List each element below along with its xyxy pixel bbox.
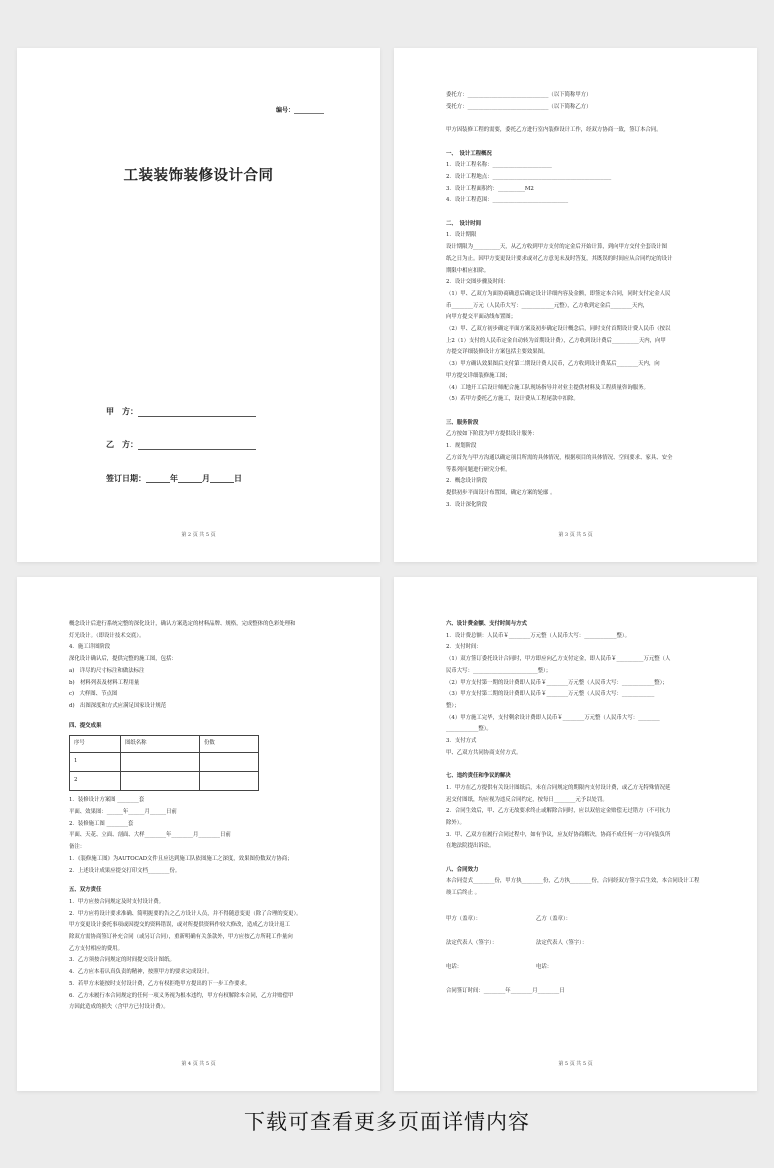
- text-line: ____________整）。: [446, 726, 492, 733]
- table-cell: [121, 772, 200, 791]
- text-line: 4．施工详图阶段: [69, 644, 111, 651]
- table-cell: [200, 753, 259, 772]
- table-header: 份数: [200, 736, 259, 753]
- text-line: 甲方提交详细装修施工图；: [446, 372, 511, 379]
- page-number: 第 3 页 共 5 页: [558, 532, 593, 538]
- section-heading: 五、双方责任: [69, 887, 102, 894]
- download-caption: 下载可查看更多页面详情内容: [244, 1110, 530, 1134]
- text-line: 2．上述设计成果应提交打印文档________份。: [69, 867, 181, 874]
- text-line: 4．设计工程范围：____________________________: [446, 197, 569, 204]
- text-line: 二、 设计时间: [446, 220, 482, 227]
- text-line: 2．装修施工图 ________套: [69, 820, 134, 827]
- text-line: 乙方首先与甲方沟通以确定项目所需的具体情况，根据项目的具体情况、空间要求、家具、安全: [446, 454, 673, 461]
- table-row: [70, 753, 259, 772]
- text-line: 1．设计费总额：人民币￥________万元整（人民币大写：____________整）。: [446, 632, 631, 639]
- text-line: 3．乙方须按合同规定的时间提交设计图纸。: [69, 957, 175, 964]
- payment-and-liability-section: [446, 619, 717, 900]
- table-header: 序号: [70, 736, 121, 753]
- responsibilities-section: [69, 897, 340, 1014]
- legal-rep-row: [446, 938, 717, 950]
- text-line: 备注：: [69, 844, 86, 851]
- page-number: 第 2 页 共 5 页: [181, 532, 216, 538]
- text-line: 在地法院提出诉讼。: [446, 843, 495, 850]
- text-line: （3）甲方支付第二期的设计费即人民币￥________万元整（人民币大写：____________: [446, 691, 655, 698]
- phone-row: [446, 962, 717, 974]
- text-line: [446, 759, 717, 771]
- deliverables-details: [69, 795, 340, 877]
- page-number: 第 4 页 共 5 页: [181, 1061, 216, 1067]
- text-line: 3．支付方式: [446, 738, 477, 745]
- page-3-body: [69, 619, 340, 1014]
- text-line: 乙方支付相应的费用。: [69, 945, 123, 952]
- text-line: 方提交详细装修设计方案包括主要效果图。: [446, 349, 549, 356]
- text-line: 迟交付图纸，均应视为违反合同约定，按每日________元予以处罚。: [446, 796, 608, 803]
- text-line: （4）甲方施工完毕，支付剩余设计费即人民币￥________万元整（人民币大写：________: [446, 714, 660, 721]
- text-line: 1．规划阶段: [446, 443, 477, 450]
- page-3: [17, 577, 380, 1091]
- seal-row: [446, 914, 717, 926]
- text-line: 3．甲、乙双方在履行合同过程中，如有争议，应友好协商解决，协商不成任何一方可向装负所: [446, 831, 671, 838]
- section-heading: 四、提交成果: [69, 722, 102, 729]
- text-line: 4．乙方应本着认真负责的精神，按照甲方的要求完成设计。: [69, 969, 213, 976]
- text-line: 2．支付时间：: [446, 644, 482, 651]
- party-b-field: [106, 439, 256, 450]
- table-cell: 1: [70, 753, 121, 772]
- party-a-legal-rep-label: 法定代表人（签字）：: [446, 939, 498, 946]
- text-line: 上2（1）支付的人民币定金自动转为首期设计费），乙方收到设计费后__________天内，向甲: [446, 337, 666, 344]
- party-a-label: 甲 方：: [106, 406, 138, 416]
- text-line: [446, 113, 717, 125]
- text-line: （2）甲方支付第一期的设计费即人民币￥________万元整（人民币大写：____________整）；: [446, 679, 668, 686]
- page-4-body: [446, 619, 717, 998]
- text-line: 纸之日为止。因甲方变更设计要求或对乙方意见未及时答复，其既误的时间应从合同约定的设计: [446, 255, 673, 262]
- text-line: a) 详尽的尺寸标注和做法标注: [69, 667, 145, 674]
- deepening-section: [69, 619, 340, 713]
- party-b-seal-label: 乙方（盖章）：: [536, 915, 572, 922]
- text-line: 1．装修设计方案图 ________套: [69, 797, 145, 804]
- text-line: 甲方变更设计委托事项或因提交的资料错误，或对所提供资料作较大修改，造成乙方设计返工: [69, 922, 291, 929]
- page-2-body: [446, 90, 717, 511]
- page-cover: [17, 48, 380, 562]
- document-number: 编号：__________: [275, 107, 324, 114]
- text-line: 乙方按如下阶段为甲方提供设计服务：: [446, 431, 538, 438]
- table-header-row: [70, 736, 259, 753]
- text-line: 平面、效果图：______年______月______日前: [69, 809, 177, 816]
- party-b-label: 乙 方：: [106, 439, 138, 449]
- text-line: 2．甲方应将设计要求准确、简明扼要的告之乙方设计人员，并不得随意变更（除了合理的变更）。: [69, 910, 302, 917]
- text-line: 1．《装修施工图》为AUTOCAD文件且应达到施工队依图施工之深度，效果图份数双方协商；: [69, 855, 293, 862]
- text-line: [446, 137, 717, 149]
- text-line: b) 材料列表及材料工程用量: [69, 679, 140, 686]
- text-line: [446, 207, 717, 219]
- text-line: 2．设计工程地点：____________________________________________: [446, 173, 612, 180]
- text-line: 民币大写：________________________整）；: [446, 667, 552, 674]
- text-line: 受托方：______________________________（以下简称乙方）: [446, 103, 592, 110]
- text-line: 2．概念设计阶段: [446, 478, 488, 485]
- table-row: [70, 772, 259, 791]
- text-line: 除双方需协商签订补充合同（或另订合同），重新明确有关条款外，甲方应按乙方所耗工作量向: [69, 934, 293, 941]
- text-line: 整）；: [446, 702, 460, 709]
- page-2: [394, 48, 757, 562]
- text-line: （2）甲、乙双方初步确定平面方案及初步确定设计概念后，同时支付首期设计费人民币（按以: [446, 326, 671, 333]
- text-line: 三、服务阶段: [446, 419, 479, 426]
- text-line: c) 大样图、节点图: [69, 691, 118, 698]
- text-line: 设计期限为__________天，从乙方收到甲方支付的定金后开始计算，到向甲方交付全套设计图: [446, 244, 668, 251]
- contract-sign-date: 合同签订时间：________年________月________日: [446, 987, 565, 994]
- sign-date-field: 签订日期：______年______月______日: [106, 473, 242, 483]
- text-line: 1．甲方应按合同规定及时支付设计费。: [69, 898, 165, 905]
- text-line: [446, 406, 717, 418]
- text-line: 八、合同效力: [446, 866, 479, 873]
- text-line: 期限中相应扣除。: [446, 267, 490, 274]
- text-line: （3）甲方确认效果图后支付第二期设计费人民币，乙方收到设计费某后________天内，向: [446, 361, 660, 368]
- text-line: [446, 853, 717, 865]
- text-line: （4）工地开工后设计师配合施工队现场指导并对业主提供材料及工程质量咨询服务。: [446, 384, 649, 391]
- text-line: 委托方：______________________________（以下简称甲方）: [446, 92, 592, 98]
- party-b-legal-rep-label: 法定代表人（签字）：: [536, 939, 588, 946]
- text-line: 2．合同生效后，甲、乙方无故要求终止或解除合同时，应以双倍定金赔偿无过错方（不可抗力: [446, 808, 671, 815]
- party-a-phone-label: 电话：: [446, 963, 463, 970]
- text-line: 1．甲方在乙方提供有关设计图纸后，未在合同规定的期限内支付设计费，或乙方无特殊情况延: [446, 784, 671, 791]
- text-line: 本合同壹式________份，甲方执________份，乙方执________份，合同经双方签字后生效，本合同设计工程: [446, 878, 700, 885]
- text-line: 甲方因装修工程的需要，委托乙方进行室内装修设计工作，经双方协商一致，签订本合同。: [446, 127, 662, 134]
- text-line: 3．设计深化阶段: [446, 501, 488, 508]
- text-line: 1．设计工程名称：______________________: [446, 162, 552, 169]
- party-a-seal-label: 甲方（盖章）：: [446, 915, 482, 922]
- page-4: [394, 577, 757, 1091]
- text-line: 除外）。: [446, 819, 465, 826]
- party-b-phone-label: 电话：: [536, 963, 553, 970]
- text-line: d) 出图深度和方式应满足国家设计规范: [69, 702, 167, 709]
- text-line: 5．若甲方未能按时支付设计费，乙方有权拒绝甲方提出的下一步工作要求。: [69, 980, 251, 987]
- party-a-field: [106, 406, 256, 417]
- text-line: （1）双方签订委托设计合同时，甲方即应向乙方支付定金，即人民币￥__________万元整（人: [446, 656, 671, 663]
- text-line: 概念设计后进行系统完整的深化设计，确认方案选定的材料品牌、规格，完成整体的色彩处理和: [69, 621, 296, 627]
- text-line: 币________万元（人民币大写：____________元整），乙方收到定金后________天内，: [446, 302, 649, 309]
- text-line: 1．设计期限: [446, 232, 477, 239]
- text-line: （1）甲、乙双方为面协商确意后确定设计详细内容及金额，即签定本合同，同时支付定金人民: [446, 290, 671, 297]
- table-cell: [121, 753, 200, 772]
- text-line: 七、违约责任和争议的解决: [446, 773, 511, 780]
- text-line: 甲、乙双方共同协商支付方式。: [446, 749, 522, 756]
- text-line: 向甲方提交平面动线布置图；: [446, 314, 517, 321]
- table-cell: 2: [70, 772, 121, 791]
- text-line: 2．设计交图步骤及时间：: [446, 279, 509, 286]
- text-line: 3．设计工程面积约：__________M2: [446, 185, 534, 192]
- text-line: （5）若甲方委托乙方施工，设计费从工程尾款中扣除。: [446, 396, 579, 403]
- text-line: 平面、天花、立面、剖面、大样________年________月________日前: [69, 832, 231, 839]
- text-line: 六、设计费金额、支付时间与方式: [446, 621, 527, 627]
- text-line: 一、 设计工程概况: [446, 150, 492, 157]
- text-line: 等系列问题进行研究分析。: [446, 466, 511, 473]
- text-line: 深化设计确认后，提供完整的施工图，包括：: [69, 656, 177, 663]
- text-line: 竣工后终止 。: [446, 890, 481, 897]
- table-cell: [200, 772, 259, 791]
- page-number: 第 5 页 共 5 页: [558, 1061, 593, 1067]
- deliverables-table: [69, 735, 259, 791]
- text-line: 提供初步平面设计布置图，确定方案的轮廓 。: [446, 489, 556, 496]
- contract-title: 工装装饰装修设计合同: [123, 167, 274, 184]
- text-line: 方因此造成的损失（含甲方已付设计费）。: [69, 1004, 169, 1011]
- table-header: 图纸名称: [121, 736, 200, 753]
- text-line: 6．乙方未履行本合同规定的任何一项义务视为根本违约，甲方有权解除本合同，乙方并赔偿甲: [69, 992, 294, 999]
- text-line: 灯光设计。（即设计技术交底）。: [69, 632, 145, 639]
